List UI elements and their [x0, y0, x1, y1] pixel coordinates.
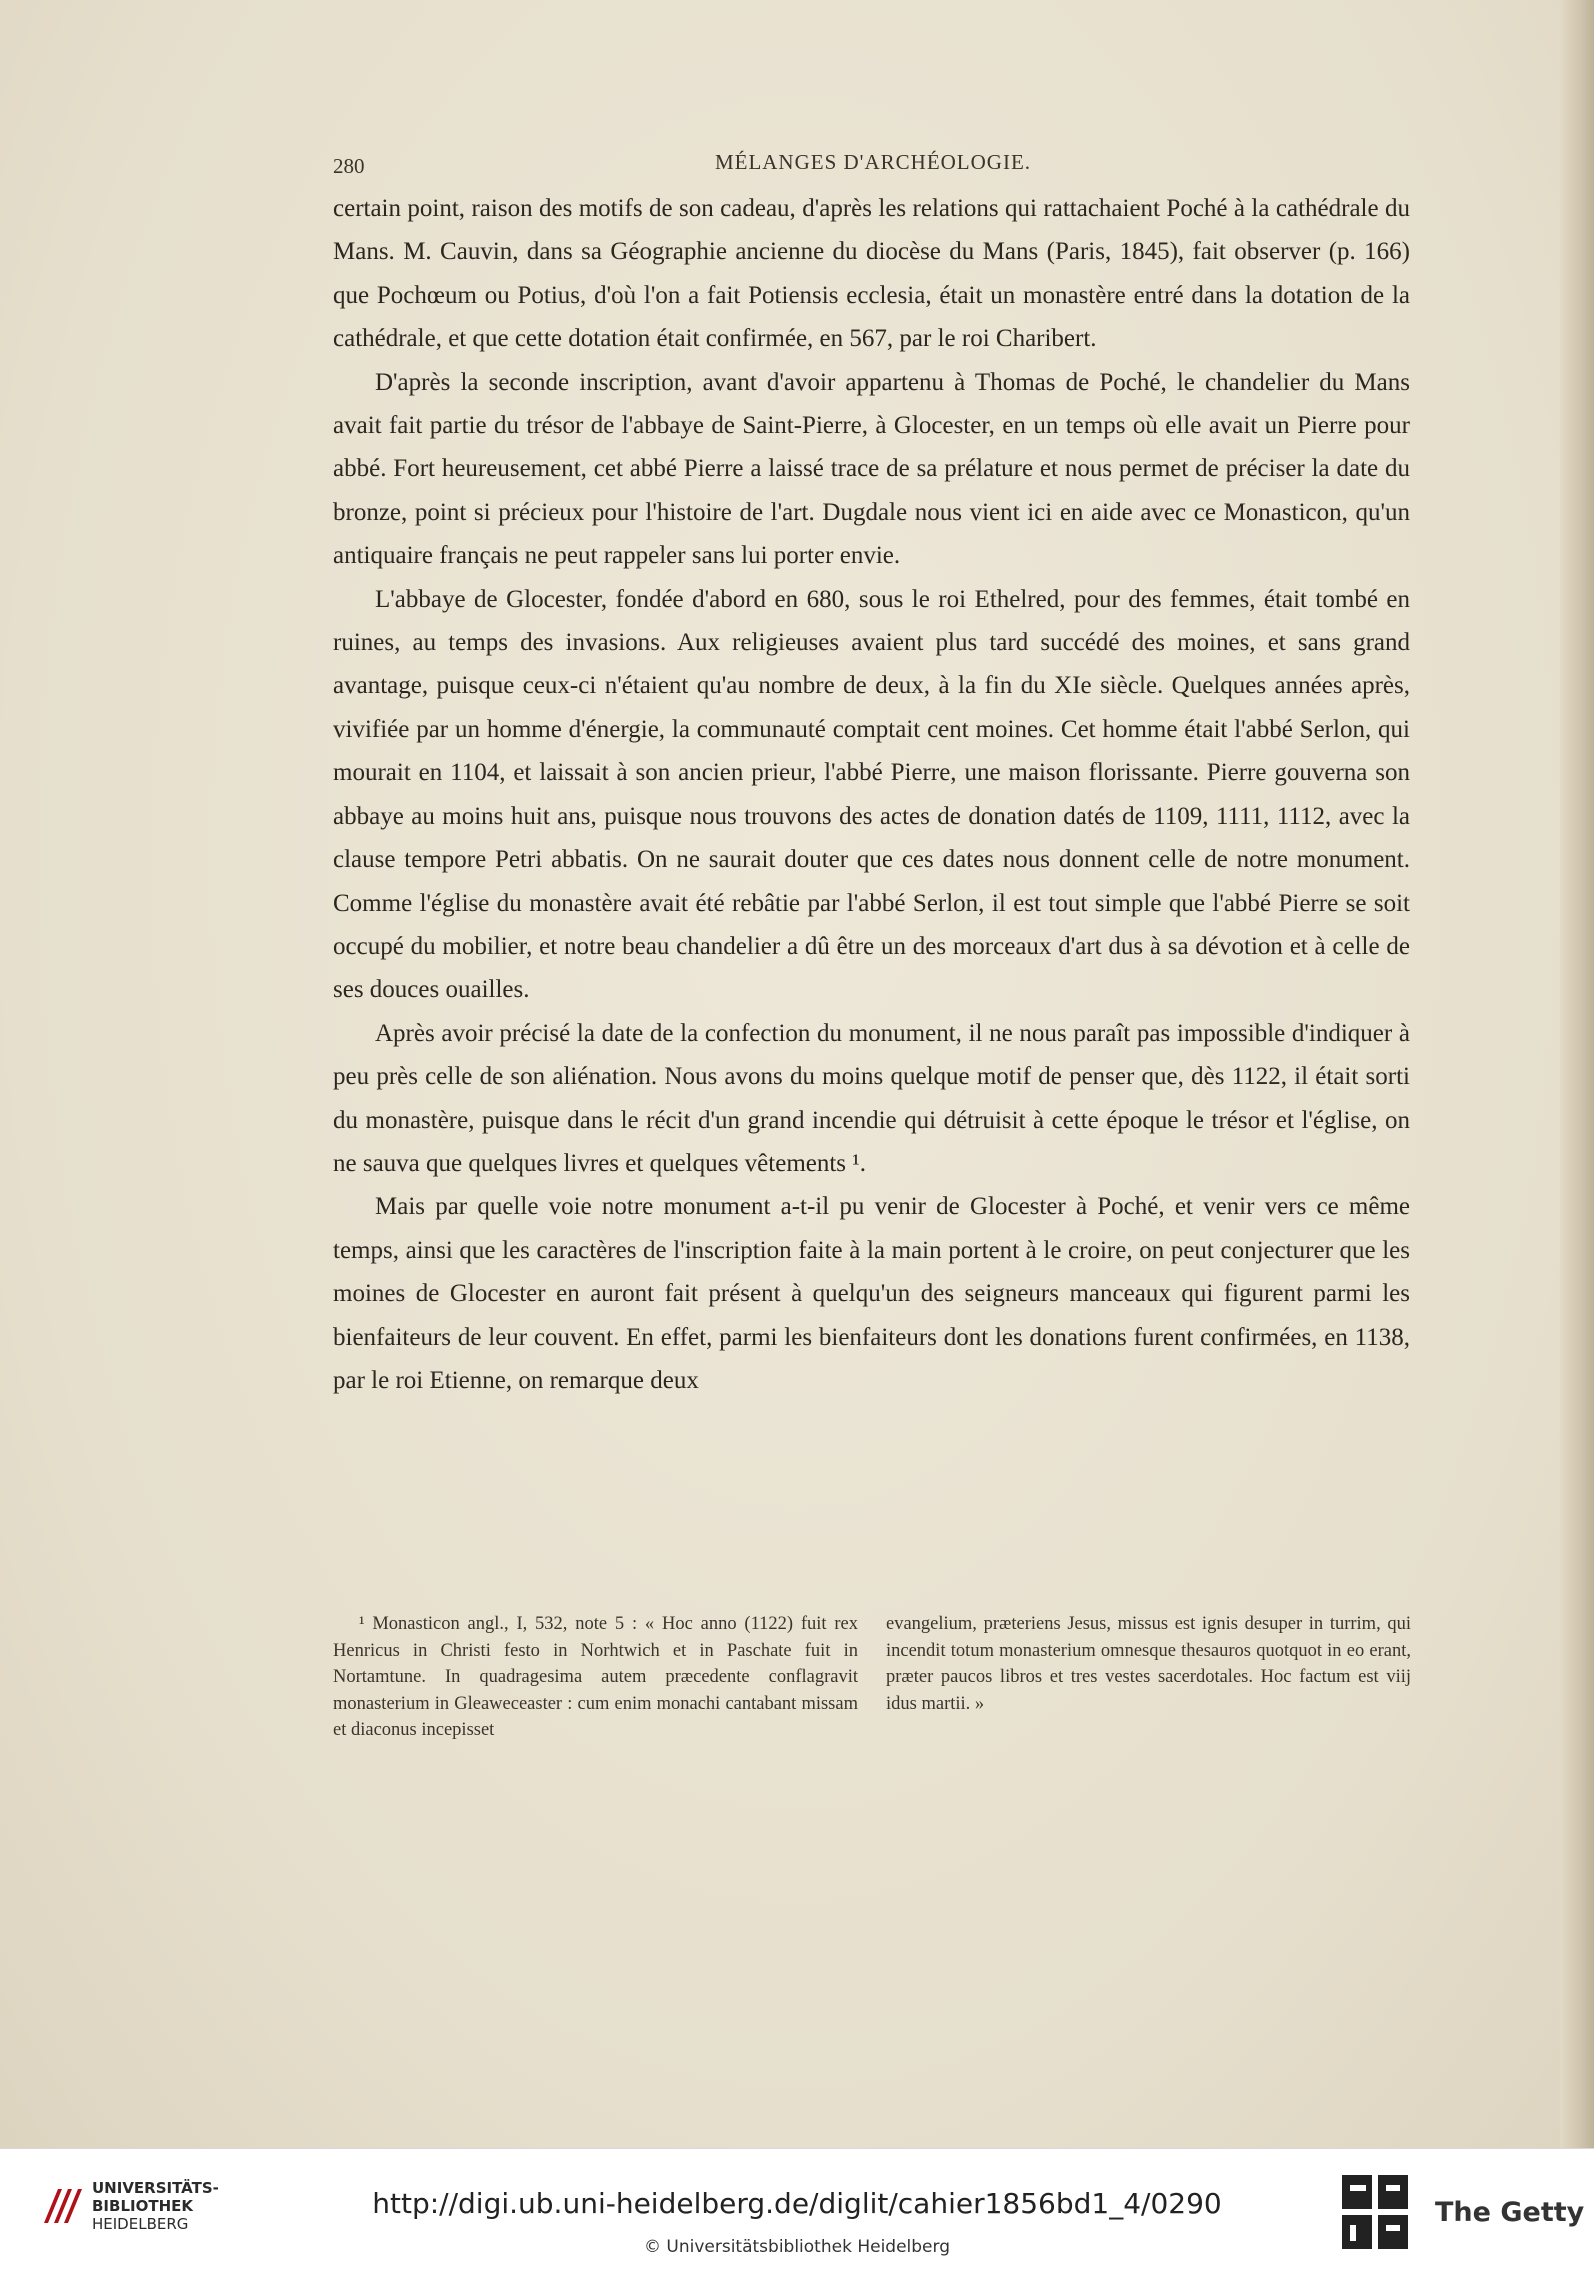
footnote-text: ¹ Monasticon angl., I, 532, note 5 : « Hoc anno (1122) fuit rex Henricus in Christi festo in Norhtwich et in Paschate fuit in Nortamtune. In quadragesima autem præcedente conflagravit monasterium in Gleaweceaster : cum enim monachi cantabant missam et diaconus incepisset	[333, 1614, 858, 1740]
running-title: MÉLANGES D'ARCHÉOLOGIE.	[714, 150, 1032, 174]
footnote-text: evangelium, præteriens Jesus, missus est ignis desuper in turrim, qui incendit totum monasterium omnesque thesauros quotquot in eo erant, præter paucos libros et tres vestes sacerdotales. Hoc factum est viij idus martii. »	[886, 1614, 1411, 1714]
footnote-right-column	[886, 1611, 1411, 1717]
library-name: UNIVERSITÄTS- BIBLIOTHEK HEIDELBERG	[92, 2179, 219, 2233]
page-number: 280	[333, 154, 365, 178]
paragraph: certain point, raison des motifs de son cadeau, d'après les relations qui rattachaient Poché à la cathédrale du Mans. M. Cauvin, dans sa Géographie ancienne du diocèse du Mans (Paris, 1845), fait observer (p. 166) que Pochœum ou Potius, d'où l'on a fait Potiensis ecclesia, était un monastère entré dans la dotation de la cathédrale, et que cette dotation était confirmée, en 567, par le roi Charibert.	[333, 195, 1410, 353]
paragraph: L'abbaye de Glocester, fondée d'abord en 680, sous le roi Ethelred, pour des femmes, était tombé en ruines, au temps des invasions. Aux religieuses avaient plus tard succédé des moines, et sans grand avantage, puisque ceux-ci n'étaient qu'au nombre de deux, à la fin du XIe siècle. Quelques années après, vivifiée par un homme d'énergie, la communauté comptait cent moines. Cet homme était l'abbé Serlon, qui mourait en 1104, et laissait à son ancien prieur, l'abbé Pierre, une maison florissante. Pierre gouverna son abbaye au moins huit ans, puisque nous trouvons des actes de donation datés de 1109, 1111, 1112, avec la clause tempore Petri abbatis. On ne saurait douter que ces dates nous donnent celle de notre monument. Comme l'église du monastère avait été rebâtie par l'abbé Serlon, il est tout simple que l'abbé Pierre se soit occupé du mobilier, et notre beau chandelier a dû être un des morceaux d'art dus à sa dévotion et à celle de ses douces ouailles.	[333, 585, 1410, 1004]
copyright-notice: © Universitätsbibliothek Heidelberg	[643, 2237, 950, 2257]
body-text	[333, 187, 1410, 1402]
paragraph: Mais par quelle voie notre monument a-t-il pu venir de Glocester à Poché, et venir vers ce même temps, ainsi que les caractères de l'inscription faite à la main portent à le croire, on peut conjecturer que les moines de Glocester en auront fait présent à quelqu'un des seigneurs manceaux qui figurent parmi les bienfaiteurs de leur couvent. En effet, parmi les bienfaiteurs dont les donations furent confirmées, en 1138, par le roi Etienne, on remarque deux	[333, 1193, 1410, 1394]
page-edge-shadow	[1560, 0, 1594, 2148]
page-header	[333, 150, 1413, 180]
paragraph: D'après la seconde inscription, avant d'avoir appartenu à Thomas de Poché, le chandelier du Mans avait fait partie du trésor de l'abbaye de Saint-Pierre, à Glocester, en un temps où elle avait un Pierre pour abbé. Fort heureusement, cet abbé Pierre a laissé trace de sa prélature et nous permet de préciser la date du bronze, point si précieux pour l'histoire de l'art. Dugdale nous vient ici en aide avec ce Monasticon, qu'un antiquaire français ne peut rappeler sans lui porter envie.	[333, 368, 1410, 570]
permalink-url[interactable]: http://digi.ub.uni-heidelberg.de/diglit/cahier1856bd1_4/0290	[372, 2187, 1222, 2220]
getty-label: The Getty	[1435, 2197, 1585, 2228]
getty-logo-icon	[1340, 2173, 1410, 2251]
footnote-left-column	[333, 1611, 858, 1744]
viewer-footer	[0, 2148, 1594, 2285]
paragraph: Après avoir précisé la date de la confection du monument, il ne nous paraît pas impossible d'indiquer à peu près celle de son aliénation. Nous avons du moins quelque motif de penser que, dès 1122, il était sorti du monastère, puisque dans le récit d'un grand incendie qui détruisit à cette époque le trésor et l'église, on ne sauva que quelques livres et quelques vêtements ¹.	[333, 1019, 1410, 1177]
